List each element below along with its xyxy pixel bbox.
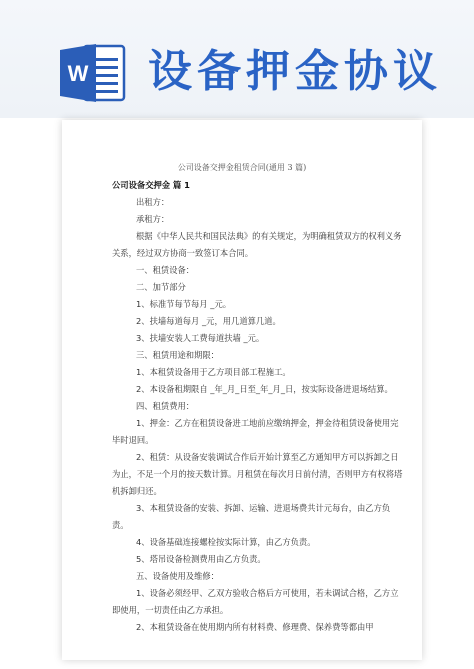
document-line: 五、设备使用及维修： [136, 571, 219, 581]
document-page [62, 120, 422, 660]
document-line: 1、标准节每节每月 _元。 [136, 299, 232, 309]
document-line: 2、本租赁设备在使用期内所有材料费、修理费、保养费等都由甲 [136, 622, 374, 632]
banner-title: 设备押金协议 [148, 46, 442, 97]
title-banner [0, 0, 474, 118]
document-line: 5、塔吊设备检测费用由乙方负责。 [136, 554, 266, 564]
document-line: 4、设备基础连接螺栓按实际计算，由乙方负责。 [136, 537, 316, 547]
document-line: 1、押金：乙方在租赁设备进工地前应缴纳押金，押金待租赁设备使用完毕时退回。 [112, 418, 399, 445]
word-app-icon [58, 40, 128, 106]
word-logo-letter: W [67, 61, 89, 86]
document-line: 根据《中华人民共和国民法典》的有关规定，为明确租赁双方的权利义务关系，经过双方协商一致签订本合同。 [112, 231, 402, 258]
document-line: 承租方： [136, 214, 170, 224]
document-line: 3、本租赁设备的安装、拆卸、运输、进退场费共计元每台，由乙方负责。 [112, 503, 391, 530]
document-line: 2、扶墙每道每月 _元，用几道算几道。 [136, 316, 281, 326]
document-line: 四、租赁费用： [136, 401, 195, 411]
document-line: 3、扶墙安装人工费每道扶墙 _元。 [136, 333, 265, 343]
document-line: 1、本租赁设备用于乙方项目部工程施工。 [136, 367, 291, 377]
section-heading: 公司设备交押金 篇 1 [112, 180, 190, 190]
document-line: 1、设备必须经甲、乙双方验收合格后方可使用，若未调试合格，乙方立即使用，一切责任由乙方承担。 [112, 588, 399, 615]
document-header: 公司设备交押金租赁合同(通用 3 篇) [177, 163, 307, 172]
document-line: 三、租赁用途和期限： [136, 350, 219, 360]
document-line: 2、本设备租期限自 _年_月_日至_年_月_日，按实际设备进退场结算。 [136, 384, 393, 394]
document-body [112, 177, 404, 636]
document-line: 2、租赁：从设备安装调试合作后开始计算至乙方通知甲方可以拆卸之日为止，不足一个月的按天数计算。月租赁在每次月日前付清，否则甲方有权将塔机拆卸归还。 [112, 452, 403, 496]
document-line: 出租方： [136, 197, 170, 207]
document-line: 一、租赁设备： [136, 265, 195, 275]
document-line: 二、加节部分 [136, 282, 186, 292]
